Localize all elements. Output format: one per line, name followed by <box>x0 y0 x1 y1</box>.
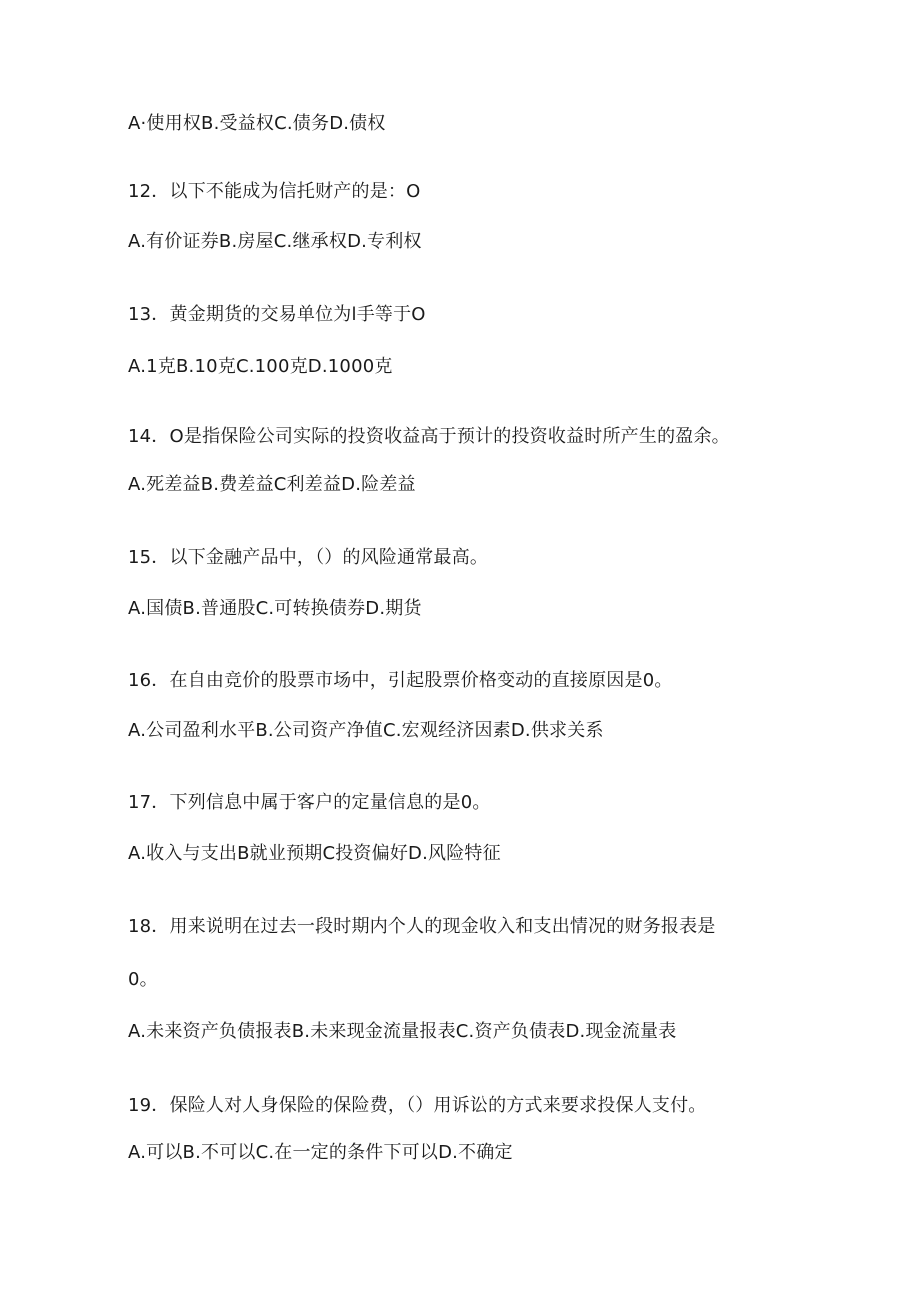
answer-options-17: A.收入与支出B就业预期C投资偏好D.风险特征 <box>128 843 501 864</box>
answer-options-14: A.死差益B.费差益C利差益D.险差益 <box>128 474 416 495</box>
answer-options-12: A.有价证券B.房屋C.继承权D.专利权 <box>128 231 422 252</box>
question-14: 14．O是指保险公司实际的投资收益高于预计的投资收益时所产生的盈余。 <box>128 426 730 447</box>
question-18: 18．用来说明在过去一段时期内个人的现金收入和支出情况的财务报表是 <box>128 916 716 937</box>
answer-options-15: A.国债B.普通股C.可转换债券D.期货 <box>128 598 422 619</box>
answer-options-19: A.可以B.不可以C.在一定的条件下可以D.不确定 <box>128 1142 513 1163</box>
answer-options-13: A.1克B.10克C.100克D.1000克 <box>128 356 393 377</box>
question-17: 17．下列信息中属于客户的定量信息的是0。 <box>128 792 491 813</box>
answer-options-11: A·使用权B.受益权C.债务D.债权 <box>128 113 386 134</box>
question-16: 16．在自由竞价的股票市场中，引起股票价格变动的直接原因是0。 <box>128 670 673 691</box>
question-12: 12．以下不能成为信托财产的是：O <box>128 181 421 202</box>
question-19: 19．保险人对人身保险的保险费，（）用诉讼的方式来要求投保人支付。 <box>128 1095 707 1116</box>
answer-options-16: A.公司盈利水平B.公司资产净值C.宏观经济因素D.供求关系 <box>128 720 604 741</box>
question-15: 15．以下金融产品中，（）的风险通常最高。 <box>128 547 489 568</box>
question-13: 13．黄金期货的交易单位为l手等于O <box>128 304 426 325</box>
answer-options-18: A.未来资产负债报表B.未来现金流量报表C.资产负债表D.现金流量表 <box>128 1021 677 1042</box>
question-18-continued: 0。 <box>128 969 158 990</box>
